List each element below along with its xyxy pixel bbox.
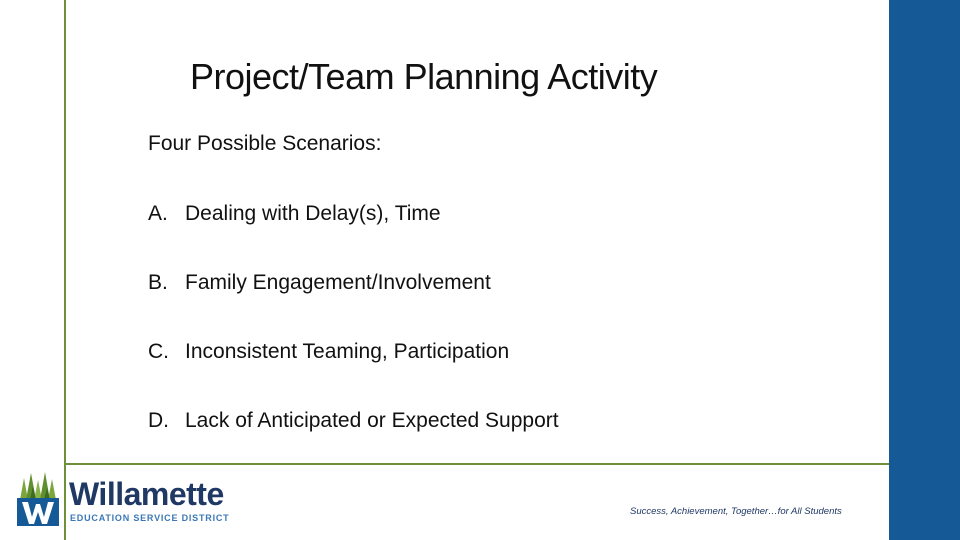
scenario-item [148, 409, 559, 433]
scenario-letter: B. [148, 271, 168, 294]
scenario-letter: A. [148, 202, 168, 225]
scenario-letter: C. [148, 340, 169, 363]
scenario-letter: D. [148, 409, 169, 432]
scenarios-intro: Four Possible Scenarios: [148, 132, 382, 155]
scenario-item [148, 340, 509, 364]
scenario-text: Family Engagement/Involvement [185, 271, 491, 294]
scenario-text: Lack of Anticipated or Expected Support [185, 409, 559, 432]
scenario-text: Inconsistent Teaming, Participation [185, 340, 510, 363]
trees-w-logo-icon [15, 470, 61, 528]
scenario-item [148, 271, 491, 295]
logo-subtitle: EDUCATION SERVICE DISTRICT [70, 513, 230, 523]
slide-title: Project/Team Planning Activity [190, 56, 658, 97]
footer-tagline: Success, Achievement, Together…for All Students [630, 506, 842, 517]
blue-side-bar [889, 0, 960, 540]
logo-wordmark: Willamette [69, 476, 224, 512]
green-horizontal-divider [64, 463, 960, 465]
scenario-text: Dealing with Delay(s), Time [185, 202, 441, 225]
scenario-item [148, 202, 441, 226]
willamette-esd-logo [15, 470, 255, 528]
green-vertical-divider [64, 0, 66, 540]
